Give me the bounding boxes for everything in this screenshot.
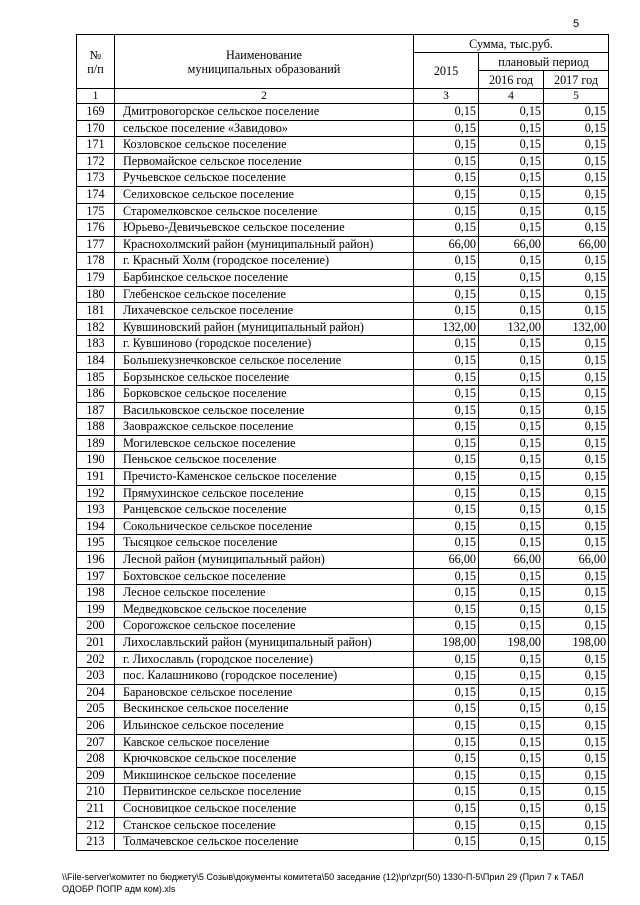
value-2016: 0,15	[479, 767, 544, 784]
value-2016: 0,15	[479, 469, 544, 486]
value-2016: 0,15	[479, 435, 544, 452]
table-row	[77, 153, 609, 170]
row-name: пос. Калашниково (городское поселение)	[115, 668, 414, 685]
value-2017: 132,00	[544, 319, 609, 336]
value-2017: 0,15	[544, 386, 609, 403]
row-number: 187	[77, 402, 115, 419]
row-number: 192	[77, 485, 115, 502]
value-2015: 0,15	[414, 369, 479, 386]
value-2016: 132,00	[479, 319, 544, 336]
row-name: Медведковское сельское поселение	[115, 601, 414, 618]
table-row	[77, 751, 609, 768]
table-row	[77, 435, 609, 452]
row-name: Лесное сельское поселение	[115, 585, 414, 602]
value-2015: 0,15	[414, 120, 479, 137]
value-2016: 0,15	[479, 585, 544, 602]
value-2017: 0,15	[544, 568, 609, 585]
value-2015: 0,15	[414, 585, 479, 602]
table-row	[77, 303, 609, 320]
row-number: 190	[77, 452, 115, 469]
value-2016: 0,15	[479, 601, 544, 618]
value-2015: 0,15	[414, 717, 479, 734]
table-row	[77, 635, 609, 652]
value-2015: 0,15	[414, 386, 479, 403]
value-2017: 0,15	[544, 734, 609, 751]
value-2017: 0,15	[544, 684, 609, 701]
value-2016: 0,15	[479, 220, 544, 237]
value-2015: 0,15	[414, 402, 479, 419]
header-name: Наименование муниципальных образований	[115, 35, 414, 89]
value-2015: 0,15	[414, 220, 479, 237]
value-2015: 0,15	[414, 701, 479, 718]
table-row	[77, 734, 609, 751]
row-number: 209	[77, 767, 115, 784]
row-number: 188	[77, 419, 115, 436]
header-year-2017: 2017 год	[544, 71, 609, 89]
row-name: Прямухинское сельское поселение	[115, 485, 414, 502]
value-2015: 0,15	[414, 502, 479, 519]
table-row	[77, 137, 609, 154]
table-row	[77, 452, 609, 469]
row-number: 191	[77, 469, 115, 486]
row-number: 175	[77, 203, 115, 220]
table-row	[77, 186, 609, 203]
row-name: Первомайское сельское поселение	[115, 153, 414, 170]
row-number: 204	[77, 684, 115, 701]
row-number: 201	[77, 635, 115, 652]
value-2015: 66,00	[414, 236, 479, 253]
row-number: 173	[77, 170, 115, 187]
table-row	[77, 767, 609, 784]
row-number: 180	[77, 286, 115, 303]
value-2015: 0,15	[414, 104, 479, 121]
value-2015: 0,15	[414, 734, 479, 751]
value-2015: 0,15	[414, 668, 479, 685]
value-2017: 0,15	[544, 369, 609, 386]
value-2017: 0,15	[544, 668, 609, 685]
row-name: Толмачевское сельское поселение	[115, 834, 414, 851]
table-row	[77, 817, 609, 834]
row-number: 212	[77, 817, 115, 834]
table-row	[77, 834, 609, 851]
row-number: 185	[77, 369, 115, 386]
row-name: Краснохолмский район (муниципальный район)	[115, 236, 414, 253]
row-name: г. Красный Холм (городское поселение)	[115, 253, 414, 270]
row-number: 177	[77, 236, 115, 253]
value-2017: 0,15	[544, 817, 609, 834]
header-sum: Сумма, тыс.руб.	[414, 35, 609, 53]
table-row	[77, 684, 609, 701]
header-number: № п/п	[77, 35, 115, 89]
table-row	[77, 535, 609, 552]
value-2017: 66,00	[544, 236, 609, 253]
value-2017: 0,15	[544, 435, 609, 452]
row-name: сельское поселение «Завидово»	[115, 120, 414, 137]
value-2017: 66,00	[544, 552, 609, 569]
value-2016: 0,15	[479, 701, 544, 718]
value-2017: 0,15	[544, 751, 609, 768]
row-number: 174	[77, 186, 115, 203]
row-number: 199	[77, 601, 115, 618]
row-number: 170	[77, 120, 115, 137]
row-number: 182	[77, 319, 115, 336]
row-name: Козловское сельское поселение	[115, 137, 414, 154]
table-row	[77, 269, 609, 286]
value-2017: 0,15	[544, 601, 609, 618]
value-2016: 0,15	[479, 668, 544, 685]
row-number: 186	[77, 386, 115, 403]
value-2017: 0,15	[544, 485, 609, 502]
table-row	[77, 717, 609, 734]
row-name: Борковское сельское поселение	[115, 386, 414, 403]
row-name: Ранцевское сельское поселение	[115, 502, 414, 519]
row-number: 203	[77, 668, 115, 685]
value-2017: 0,15	[544, 203, 609, 220]
row-name: Сосновицкое сельское поселение	[115, 800, 414, 817]
table-row	[77, 369, 609, 386]
value-2015: 0,15	[414, 834, 479, 851]
table-row	[77, 170, 609, 187]
value-2017: 0,15	[544, 784, 609, 801]
value-2015: 0,15	[414, 203, 479, 220]
value-2016: 0,15	[479, 286, 544, 303]
row-name: г. Лихославль (городское поселение)	[115, 651, 414, 668]
value-2015: 0,15	[414, 800, 479, 817]
table-row	[77, 120, 609, 137]
value-2017: 0,15	[544, 170, 609, 187]
row-name: Лихачевское сельское поселение	[115, 303, 414, 320]
value-2015: 0,15	[414, 419, 479, 436]
table-row	[77, 104, 609, 121]
value-2015: 198,00	[414, 635, 479, 652]
header-planned-period: плановый период	[479, 53, 609, 71]
row-name: Тысяцкое сельское поселение	[115, 535, 414, 552]
row-number: 197	[77, 568, 115, 585]
header-index-5: 5	[544, 89, 609, 104]
row-number: 171	[77, 137, 115, 154]
value-2016: 0,15	[479, 419, 544, 436]
row-name: Большекузнечковское сельское поселение	[115, 352, 414, 369]
value-2017: 0,15	[544, 186, 609, 203]
value-2016: 0,15	[479, 751, 544, 768]
row-number: 195	[77, 535, 115, 552]
table-row	[77, 319, 609, 336]
value-2015: 0,15	[414, 336, 479, 353]
value-2017: 0,15	[544, 220, 609, 237]
row-name: Васильковское сельское поселение	[115, 402, 414, 419]
table-row	[77, 236, 609, 253]
value-2016: 0,15	[479, 253, 544, 270]
value-2017: 0,15	[544, 585, 609, 602]
value-2016: 0,15	[479, 120, 544, 137]
row-name: Пеньское сельское поселение	[115, 452, 414, 469]
value-2016: 0,15	[479, 684, 544, 701]
value-2016: 0,15	[479, 568, 544, 585]
value-2017: 0,15	[544, 352, 609, 369]
row-number: 205	[77, 701, 115, 718]
value-2016: 0,15	[479, 137, 544, 154]
value-2017: 0,15	[544, 104, 609, 121]
value-2016: 0,15	[479, 618, 544, 635]
value-2016: 0,15	[479, 336, 544, 353]
table-row	[77, 419, 609, 436]
value-2016: 0,15	[479, 651, 544, 668]
row-number: 194	[77, 518, 115, 535]
value-2016: 66,00	[479, 236, 544, 253]
value-2017: 0,15	[544, 336, 609, 353]
row-number: 189	[77, 435, 115, 452]
header-index-3: 3	[414, 89, 479, 104]
value-2017: 0,15	[544, 701, 609, 718]
value-2016: 0,15	[479, 518, 544, 535]
row-number: 200	[77, 618, 115, 635]
table-row	[77, 336, 609, 353]
row-number: 172	[77, 153, 115, 170]
value-2016: 0,15	[479, 170, 544, 187]
row-number: 208	[77, 751, 115, 768]
header-index-1: 1	[77, 89, 115, 104]
value-2015: 0,15	[414, 601, 479, 618]
value-2017: 198,00	[544, 635, 609, 652]
row-name: Кавское сельское поселение	[115, 734, 414, 751]
value-2015: 0,15	[414, 751, 479, 768]
value-2016: 0,15	[479, 800, 544, 817]
row-name: Могилевское сельское поселение	[115, 435, 414, 452]
header-index-4: 4	[479, 89, 544, 104]
row-number: 184	[77, 352, 115, 369]
value-2017: 0,15	[544, 717, 609, 734]
table-row	[77, 552, 609, 569]
table-row	[77, 485, 609, 502]
value-2016: 0,15	[479, 734, 544, 751]
value-2017: 0,15	[544, 402, 609, 419]
row-name: Сокольническое сельское поселение	[115, 518, 414, 535]
table-row	[77, 568, 609, 585]
value-2015: 0,15	[414, 535, 479, 552]
row-name: Станское сельское поселение	[115, 817, 414, 834]
value-2016: 66,00	[479, 552, 544, 569]
header-year-2015: 2015	[414, 53, 479, 89]
row-number: 211	[77, 800, 115, 817]
value-2016: 0,15	[479, 186, 544, 203]
row-number: 169	[77, 104, 115, 121]
row-number: 210	[77, 784, 115, 801]
value-2015: 0,15	[414, 767, 479, 784]
row-name: Барбинское сельское поселение	[115, 269, 414, 286]
value-2017: 0,15	[544, 120, 609, 137]
row-name: Барановское сельское поселение	[115, 684, 414, 701]
value-2015: 0,15	[414, 568, 479, 585]
row-name: Кувшиновский район (муниципальный район)	[115, 319, 414, 336]
value-2016: 0,15	[479, 502, 544, 519]
value-2016: 198,00	[479, 635, 544, 652]
table-row	[77, 651, 609, 668]
row-name: Вескинское сельское поселение	[115, 701, 414, 718]
table-row	[77, 502, 609, 519]
table-row	[77, 402, 609, 419]
value-2015: 0,15	[414, 153, 479, 170]
row-name: Ильинское сельское поселение	[115, 717, 414, 734]
row-name: Дмитровогорское сельское поселение	[115, 104, 414, 121]
value-2016: 0,15	[479, 834, 544, 851]
table-row	[77, 469, 609, 486]
value-2016: 0,15	[479, 717, 544, 734]
value-2017: 0,15	[544, 452, 609, 469]
table-row	[77, 618, 609, 635]
row-name: Микшинское сельское поселение	[115, 767, 414, 784]
value-2016: 0,15	[479, 485, 544, 502]
value-2017: 0,15	[544, 535, 609, 552]
row-number: 179	[77, 269, 115, 286]
value-2015: 0,15	[414, 286, 479, 303]
value-2015: 0,15	[414, 784, 479, 801]
row-name: Заовражское сельское поселение	[115, 419, 414, 436]
value-2015: 0,15	[414, 253, 479, 270]
table-row	[77, 518, 609, 535]
row-name: Борзынское сельское поселение	[115, 369, 414, 386]
row-number: 183	[77, 336, 115, 353]
table-row	[77, 253, 609, 270]
value-2017: 0,15	[544, 502, 609, 519]
table-row	[77, 784, 609, 801]
value-2015: 0,15	[414, 352, 479, 369]
value-2017: 0,15	[544, 518, 609, 535]
row-name: Бохтовское сельское поселение	[115, 568, 414, 585]
value-2015: 132,00	[414, 319, 479, 336]
value-2016: 0,15	[479, 303, 544, 320]
budget-table	[76, 34, 609, 851]
value-2016: 0,15	[479, 269, 544, 286]
value-2017: 0,15	[544, 303, 609, 320]
row-number: 176	[77, 220, 115, 237]
value-2016: 0,15	[479, 402, 544, 419]
table-row	[77, 701, 609, 718]
file-path-footer: \\File-server\комитет по бюджету\5 Созыв\документы комитета\50 заседание (12)\pr\zpr(50) 1330-П-5\Прил 29 (Прил 7 к ТАБЛ ОДОБР ПОПР адм ком).xls	[62, 872, 584, 894]
value-2015: 0,15	[414, 518, 479, 535]
value-2016: 0,15	[479, 452, 544, 469]
value-2015: 0,15	[414, 817, 479, 834]
table-row	[77, 668, 609, 685]
row-name: Лихославльский район (муниципальный район)	[115, 635, 414, 652]
value-2016: 0,15	[479, 203, 544, 220]
value-2017: 0,15	[544, 269, 609, 286]
value-2017: 0,15	[544, 153, 609, 170]
row-name: Лесной район (муниципальный район)	[115, 552, 414, 569]
page-number: 5	[573, 18, 580, 30]
value-2016: 0,15	[479, 386, 544, 403]
row-number: 193	[77, 502, 115, 519]
value-2015: 0,15	[414, 269, 479, 286]
value-2015: 0,15	[414, 618, 479, 635]
row-name: Старомелковское сельское поселение	[115, 203, 414, 220]
value-2015: 0,15	[414, 684, 479, 701]
value-2017: 0,15	[544, 469, 609, 486]
row-name: Сорогожское сельское поселение	[115, 618, 414, 635]
value-2015: 0,15	[414, 469, 479, 486]
value-2017: 0,15	[544, 618, 609, 635]
value-2016: 0,15	[479, 104, 544, 121]
value-2015: 0,15	[414, 435, 479, 452]
row-number: 178	[77, 253, 115, 270]
value-2017: 0,15	[544, 137, 609, 154]
row-number: 198	[77, 585, 115, 602]
value-2015: 0,15	[414, 170, 479, 187]
value-2016: 0,15	[479, 535, 544, 552]
value-2015: 0,15	[414, 186, 479, 203]
row-name: Глебенское сельское поселение	[115, 286, 414, 303]
value-2015: 0,15	[414, 303, 479, 320]
row-number: 206	[77, 717, 115, 734]
table-row	[77, 220, 609, 237]
row-number: 207	[77, 734, 115, 751]
value-2017: 0,15	[544, 253, 609, 270]
row-number: 202	[77, 651, 115, 668]
value-2016: 0,15	[479, 352, 544, 369]
row-name: Крючковское сельское поселение	[115, 751, 414, 768]
header-year-2016: 2016 год	[479, 71, 544, 89]
table-row	[77, 352, 609, 369]
row-name: Селиховское сельское поселение	[115, 186, 414, 203]
value-2015: 66,00	[414, 552, 479, 569]
value-2015: 0,15	[414, 452, 479, 469]
row-number: 196	[77, 552, 115, 569]
value-2017: 0,15	[544, 419, 609, 436]
value-2017: 0,15	[544, 651, 609, 668]
table-row	[77, 601, 609, 618]
value-2016: 0,15	[479, 369, 544, 386]
row-name: Ручьевское сельское поселение	[115, 170, 414, 187]
value-2016: 0,15	[479, 817, 544, 834]
value-2016: 0,15	[479, 784, 544, 801]
table-row	[77, 203, 609, 220]
table-row	[77, 585, 609, 602]
value-2017: 0,15	[544, 800, 609, 817]
table-row	[77, 286, 609, 303]
value-2016: 0,15	[479, 153, 544, 170]
value-2017: 0,15	[544, 286, 609, 303]
row-name: Юрьево-Девичьевское сельское поселение	[115, 220, 414, 237]
header-index-2: 2	[115, 89, 414, 104]
row-number: 213	[77, 834, 115, 851]
value-2015: 0,15	[414, 485, 479, 502]
value-2017: 0,15	[544, 767, 609, 784]
value-2015: 0,15	[414, 137, 479, 154]
row-name: г. Кувшиново (городское поселение)	[115, 336, 414, 353]
table-row	[77, 386, 609, 403]
value-2017: 0,15	[544, 834, 609, 851]
row-name: Первитинское сельское поселение	[115, 784, 414, 801]
row-name: Пречисто-Каменское сельское поселение	[115, 469, 414, 486]
value-2015: 0,15	[414, 651, 479, 668]
row-number: 181	[77, 303, 115, 320]
table-row	[77, 800, 609, 817]
